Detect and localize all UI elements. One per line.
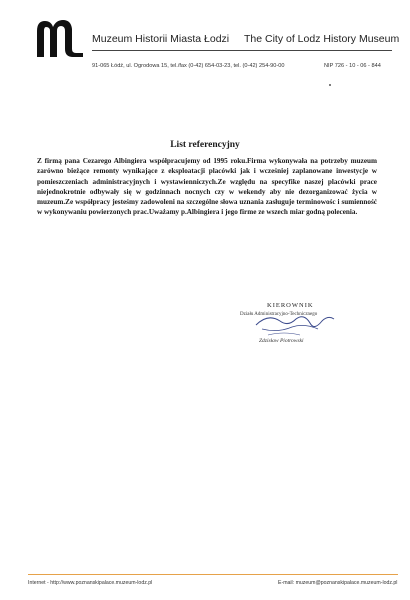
museum-name-english: The City of Lodz History Museum	[244, 33, 400, 45]
museum-logo-icon	[35, 17, 85, 59]
museum-name-polish: Muzeum Historii Miasta Łodzi	[92, 33, 230, 45]
stamp-name: Zdzisław Piotrowski	[259, 338, 304, 344]
header-divider	[92, 50, 392, 51]
museum-address: 91-065 Łódź, ul. Ogrodowa 15, tel./fax (0-42) 654-03-23, tel. (0-42) 254-90-00	[92, 63, 285, 69]
scan-speck	[329, 84, 331, 86]
stamp-title: KIEROWNIK	[267, 302, 314, 309]
stamp-department: Działu Administracyjno-Technicznego	[240, 312, 318, 317]
footer-internet: Internet - http://www.poznanskipalace.muzeum-lodz.pl	[28, 580, 153, 586]
museum-nip: NIP 726 - 10 - 06 - 844	[324, 63, 381, 69]
letter-body: Z firmą pana Cezarego Albingiera współpracujemy od 1995 roku.Firma wykonywała na potrzeby muzeum zarówno bieżące remonty wynikające z eksploatacji placówki jak i wcześniej zaplanowane inwestycje w pomieszczeniach administracyjnych i wystawienniczych.Ze względu na specyfike naszej placówki prace niejednokrotnie odbywały się w godzinnach nocnych czy w wekendy aby nie dezorganizować życia w muzeum.Ze współpracy jesteśmy zadowoleni na szczególne słowa uznania zasługuje terminowośc i sumienność w wykonywaniu powierzonych prac.Uważamy p.Albingiera i jego firme ze wszech miar godną polecenia.	[37, 157, 377, 217]
footer-email: E-mail: muzeum@poznanskipalace.muzeum-lodz.pl	[278, 580, 398, 586]
letter-title: List referencyjny	[170, 140, 240, 150]
footer-divider	[28, 574, 398, 575]
